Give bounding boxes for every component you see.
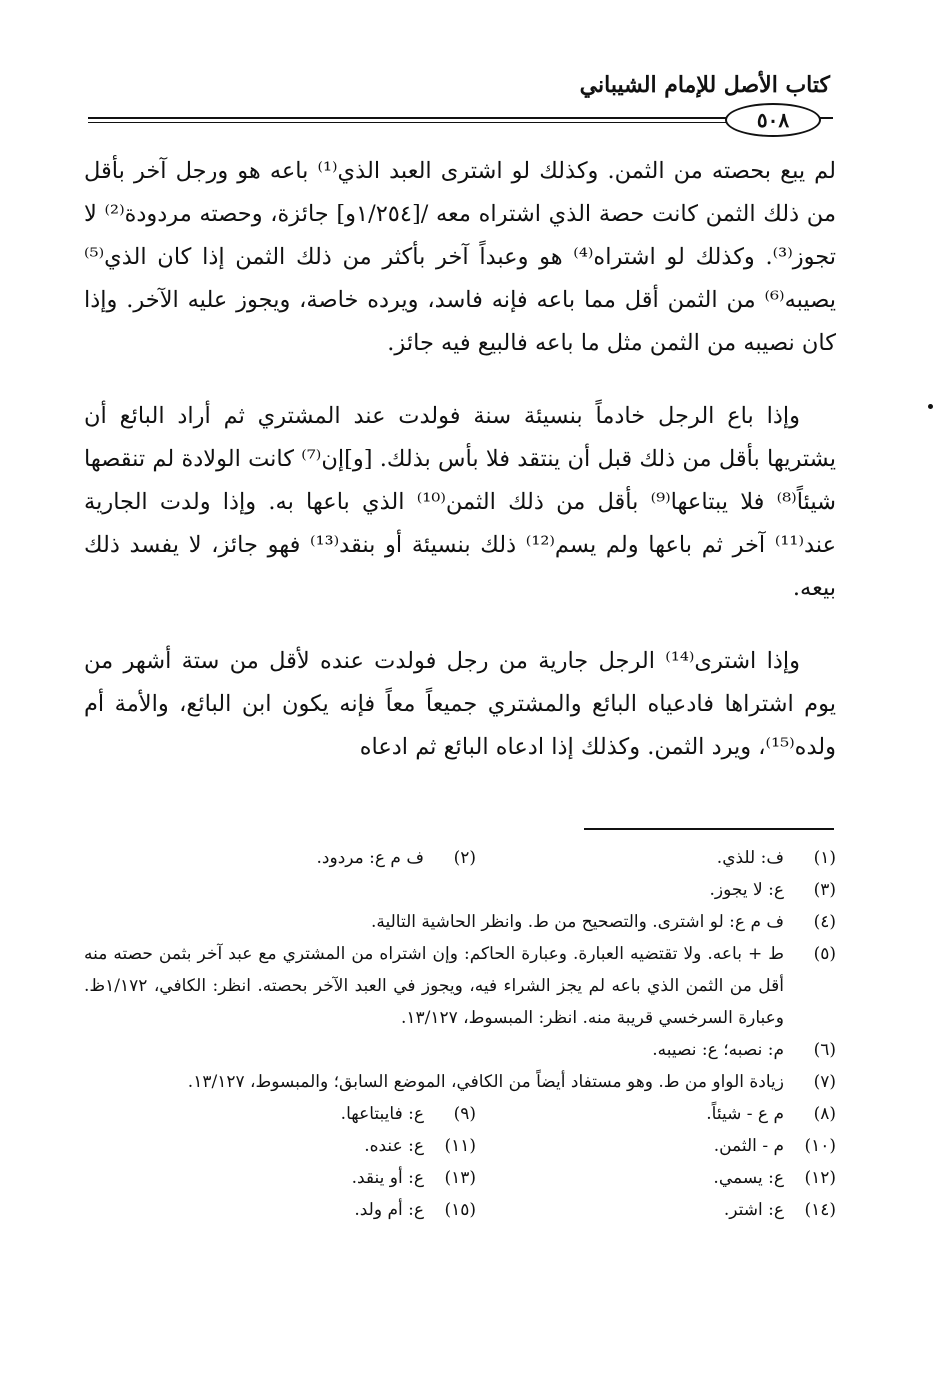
margin-mark xyxy=(928,404,933,409)
footnote-number: (٥) xyxy=(813,944,836,964)
footnotes xyxy=(84,842,836,1226)
paragraph-1: لم يبع بحصته من الثمن. وكذلك لو اشترى العبد الذي⁽¹⁾ باعه هو ورجل آخر بأقل من ذلك الثمن كانت حصة الذي اشتراه معه /[١/٢٥٤و] جائزة، وحصته مردودة⁽²⁾ لا تجوز⁽³⁾. وكذلك لو اشتراه⁽⁴⁾ هو وعبداً آخر بأكثر من ذلك الثمن إذا كان الذي⁽⁵⁾ يصيبه⁽⁶⁾ من الثمن أقل مما باعه فإنه فاسد، ويرده خاصة، ويجوز عليه الآخر. وإذا كان نصيبه من الثمن مثل ما باعه فالبيع فيه جائز. xyxy=(84,158,836,356)
footnote-7 xyxy=(84,1066,836,1098)
paragraph-3: وإذا اشترى⁽¹⁴⁾ الرجل جارية من رجل فولدت عنده لأقل من ستة أشهر من يوم اشتراها فادعياه البائع والمشتري جميعاً معاً فإنه يكون ابن البائع، والأمة أم ولده⁽¹⁵⁾، ويرد الثمن. وكذلك إذا ادعاه البائع ثم ادعاه xyxy=(84,648,836,760)
footnote-11 xyxy=(116,1130,476,1162)
footnote-text: ع: اشتر. xyxy=(723,1200,784,1220)
footnote-3 xyxy=(84,874,836,906)
footnote-number: (٦) xyxy=(813,1040,836,1060)
footnote-row xyxy=(84,1130,836,1162)
footnote-number: (١١) xyxy=(444,1136,476,1156)
footnote-text: زيادة الواو من ط. وهو مستفاد أيضاً من الكافي، الموضع السابق؛ والمبسوط، ١٣/١٢٧. xyxy=(187,1072,784,1092)
footnote-10 xyxy=(476,1130,836,1162)
footnote-text: ط + باعه. ولا تقتضيه العبارة. وعبارة الحاكم: وإن اشتراه من المشتري مع عبد آخر بثمن حصته منه أقل من الثمن الذي باعه لم يجز الشراء فيه، ويجوز في العبد الآخر بحصته. انظر: الكافي، ١/١٧٢ظ. وعبارة السرخسي قريبة منه. انظر: المبسوط، ١٣/١٢٧. xyxy=(84,944,784,1028)
footnote-number: (١٢) xyxy=(804,1168,836,1188)
footnote-number: (٢) xyxy=(453,848,476,868)
footnote-text: ع: يسمي. xyxy=(713,1168,784,1188)
footnote-number: (١) xyxy=(813,848,836,868)
header-rule-thin xyxy=(88,122,738,123)
footnote-2 xyxy=(116,842,476,874)
footnote-number: (٧) xyxy=(813,1072,836,1092)
footnote-row xyxy=(84,842,836,874)
main-text xyxy=(84,150,836,769)
footnote-text: ع: لا يجوز. xyxy=(709,880,784,900)
footnote-text: ع: أم ولد. xyxy=(354,1200,424,1220)
footnote-text: ف م ع: لو اشترى. والتصحيح من ط. وانظر الحاشية التالية. xyxy=(370,912,784,932)
footnote-1 xyxy=(476,842,836,874)
footnote-4 xyxy=(84,906,836,938)
footnote-number: (١٠) xyxy=(804,1136,836,1156)
footnote-separator xyxy=(584,828,834,830)
footnote-12 xyxy=(476,1162,836,1194)
footnote-8 xyxy=(476,1098,836,1130)
footnote-14 xyxy=(476,1194,836,1226)
footnote-row xyxy=(84,1194,836,1226)
footnote-15 xyxy=(116,1194,476,1226)
footnote-number: (٤) xyxy=(813,912,836,932)
footnote-text: م - الثمن. xyxy=(713,1136,784,1156)
header-rule xyxy=(88,117,828,119)
footnote-text: ع: أو ينقد. xyxy=(351,1168,424,1188)
page-number-oval xyxy=(725,103,821,137)
footnote-number: (١٥) xyxy=(444,1200,476,1220)
footnote-row xyxy=(84,1098,836,1130)
footnote-13 xyxy=(116,1162,476,1194)
running-header-title: كتاب الأصل للإمام الشيباني xyxy=(579,72,830,98)
footnote-text: م: نصبه؛ ع: نصيبه. xyxy=(652,1040,784,1060)
footnote-text: م ع - شيئاً. xyxy=(706,1104,784,1124)
footnote-text: ف: للذي. xyxy=(716,848,784,868)
footnote-number: (١٣) xyxy=(444,1168,476,1188)
footnote-text: ع: عنده. xyxy=(364,1136,424,1156)
footnote-row xyxy=(84,1162,836,1194)
page-number: ٥٠٨ xyxy=(756,108,790,132)
footnote-number: (٣) xyxy=(813,880,836,900)
footnote-text: ف م ع: مردود. xyxy=(316,848,424,868)
footnote-number: (٩) xyxy=(453,1104,476,1124)
footnote-5 xyxy=(84,938,836,1034)
footnote-number: (٨) xyxy=(813,1104,836,1124)
paragraph-2: وإذا باع الرجل خادماً بنسيئة سنة فولدت عند المشتري ثم أراد البائع أن يشتريها بأقل من ذلك قبل أن ينتقد فلا بأس بذلك. [و]إن⁽⁷⁾ كانت الولادة لم تنقصها شيئاً⁽⁸⁾ فلا يبتاعها⁽⁹⁾ بأقل من ذلك الثمن⁽¹⁰⁾ الذي باعها به. وإذا ولدت الجارية عند⁽¹¹⁾ آخر ثم باعها ولم يسم⁽¹²⁾ ذلك بنسيئة أو بنقد⁽¹³⁾ فهو جائز، لا يفسد ذلك بيعه. xyxy=(84,403,837,601)
footnote-9 xyxy=(116,1098,476,1130)
footnote-number: (١٤) xyxy=(804,1200,836,1220)
footnote-text: ع: فايبتاعها. xyxy=(340,1104,424,1124)
footnote-6 xyxy=(84,1034,836,1066)
